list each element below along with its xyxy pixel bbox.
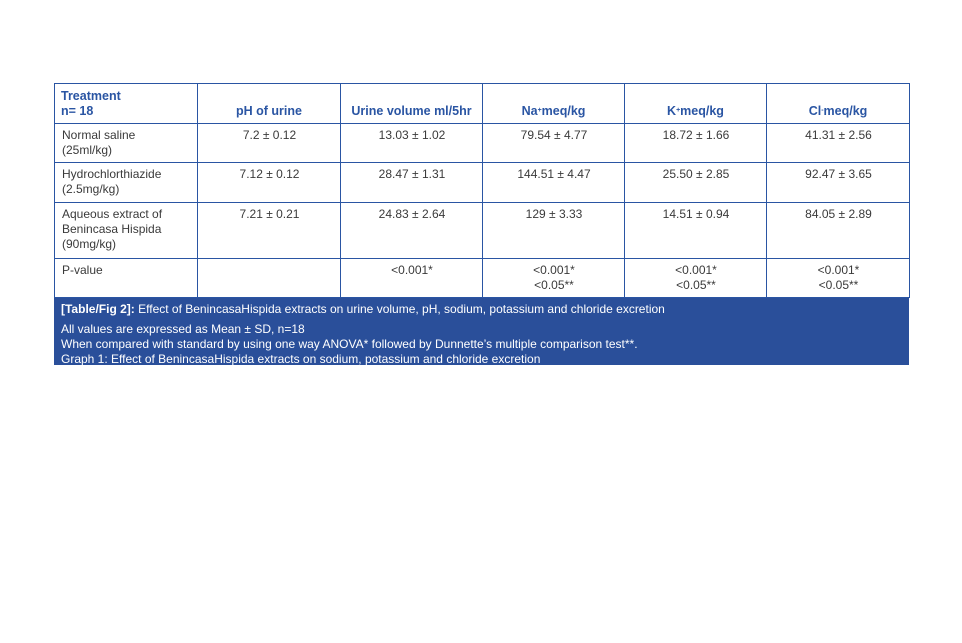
cell-treatment — [55, 163, 198, 203]
pvalue-dunnett: <0.05** — [676, 278, 716, 292]
table-row — [55, 163, 910, 203]
header-chloride-unit: meq/kg — [823, 104, 868, 118]
treatment-name: Hydrochlorthiazide — [62, 167, 162, 181]
table-figure — [54, 83, 909, 365]
header-chloride-charge: - — [821, 107, 824, 114]
caption-note: When compared with standard by using one way ANOVA* followed by Dunnette’s multiple comparison test**. — [61, 337, 638, 351]
caption-title — [61, 302, 902, 317]
caption-title-text: Effect of BenincasaHispida extracts on urine volume, pH, sodium, potassium and chloride excretion — [134, 302, 665, 316]
header-chloride-symbol: Cl — [808, 104, 822, 118]
pvalue-anova: <0.001* — [675, 263, 717, 277]
pvalue-volume: <0.001* — [341, 259, 483, 298]
cell-chloride: 84.05 ± 2.89 — [767, 203, 910, 259]
pvalue-dunnett: <0.05** — [534, 278, 574, 292]
pvalue-label: P-value — [55, 259, 198, 298]
pvalue-chloride — [767, 259, 910, 298]
treatment-name: Normal saline — [62, 128, 136, 142]
cell-treatment — [55, 124, 198, 163]
treatment-dose: (2.5mg/kg) — [62, 182, 120, 196]
pvalue-row — [55, 259, 910, 298]
pvalue-anova: <0.001* — [817, 263, 860, 277]
cell-sodium: 129 ± 3.33 — [483, 203, 625, 259]
table-caption — [54, 298, 909, 365]
pvalue-potassium — [625, 259, 767, 298]
header-ph: pH of urine — [198, 84, 341, 124]
cell-ph: 7.2 ± 0.12 — [198, 124, 341, 163]
header-potassium-unit: meq/kg — [680, 104, 724, 118]
cell-chloride: 92.47 ± 3.65 — [767, 163, 910, 203]
table-row — [55, 203, 910, 259]
cell-ph: 7.12 ± 0.12 — [198, 163, 341, 203]
caption-note: All values are expressed as Mean ± SD, n=18 — [61, 322, 305, 336]
treatment-name: Aqueous extract of — [62, 207, 163, 221]
pvalue-sodium — [483, 259, 625, 298]
cell-chloride: 41.31 ± 2.56 — [767, 124, 910, 163]
cell-treatment — [55, 203, 198, 259]
cell-potassium: 18.72 ± 1.66 — [625, 124, 767, 163]
pvalue-ph — [198, 259, 341, 298]
table-row — [55, 124, 910, 163]
header-sodium-symbol: Na — [521, 104, 538, 118]
cell-ph: 7.21 ± 0.21 — [198, 203, 341, 259]
cell-volume: 24.83 ± 2.64 — [341, 203, 483, 259]
caption-note: Graph 1: Effect of BenincasaHispida extracts on sodium, potassium and chloride excretion — [61, 352, 541, 366]
header-potassium — [625, 84, 767, 124]
caption-label: [Table/Fig 2]: — [61, 302, 135, 316]
treatment-dose: (90mg/kg) — [62, 237, 117, 251]
header-treatment-n: n= 18 — [61, 104, 94, 118]
cell-volume: 28.47 ± 1.31 — [341, 163, 483, 203]
header-treatment-label: Treatment — [61, 89, 121, 103]
header-potassium-charge: + — [676, 107, 681, 114]
treatment-dose: (25ml/kg) — [62, 143, 113, 157]
header-treatment — [55, 84, 198, 124]
cell-potassium: 14.51 ± 0.94 — [625, 203, 767, 259]
results-table — [54, 83, 910, 298]
cell-potassium: 25.50 ± 2.85 — [625, 163, 767, 203]
cell-volume: 13.03 ± 1.02 — [341, 124, 483, 163]
header-sodium — [483, 84, 625, 124]
header-sodium-unit: meq/kg — [541, 104, 586, 118]
header-sodium-charge: + — [537, 107, 542, 114]
header-row — [55, 84, 910, 124]
cell-sodium: 79.54 ± 4.77 — [483, 124, 625, 163]
treatment-name-cont: Benincasa Hispida — [62, 222, 162, 236]
header-potassium-symbol: K — [667, 104, 677, 118]
header-chloride — [767, 84, 910, 124]
header-volume: Urine volume ml/5hr — [341, 84, 483, 124]
pvalue-anova: <0.001* — [533, 263, 575, 277]
cell-sodium: 144.51 ± 4.47 — [483, 163, 625, 203]
pvalue-dunnett: <0.05** — [818, 278, 859, 292]
